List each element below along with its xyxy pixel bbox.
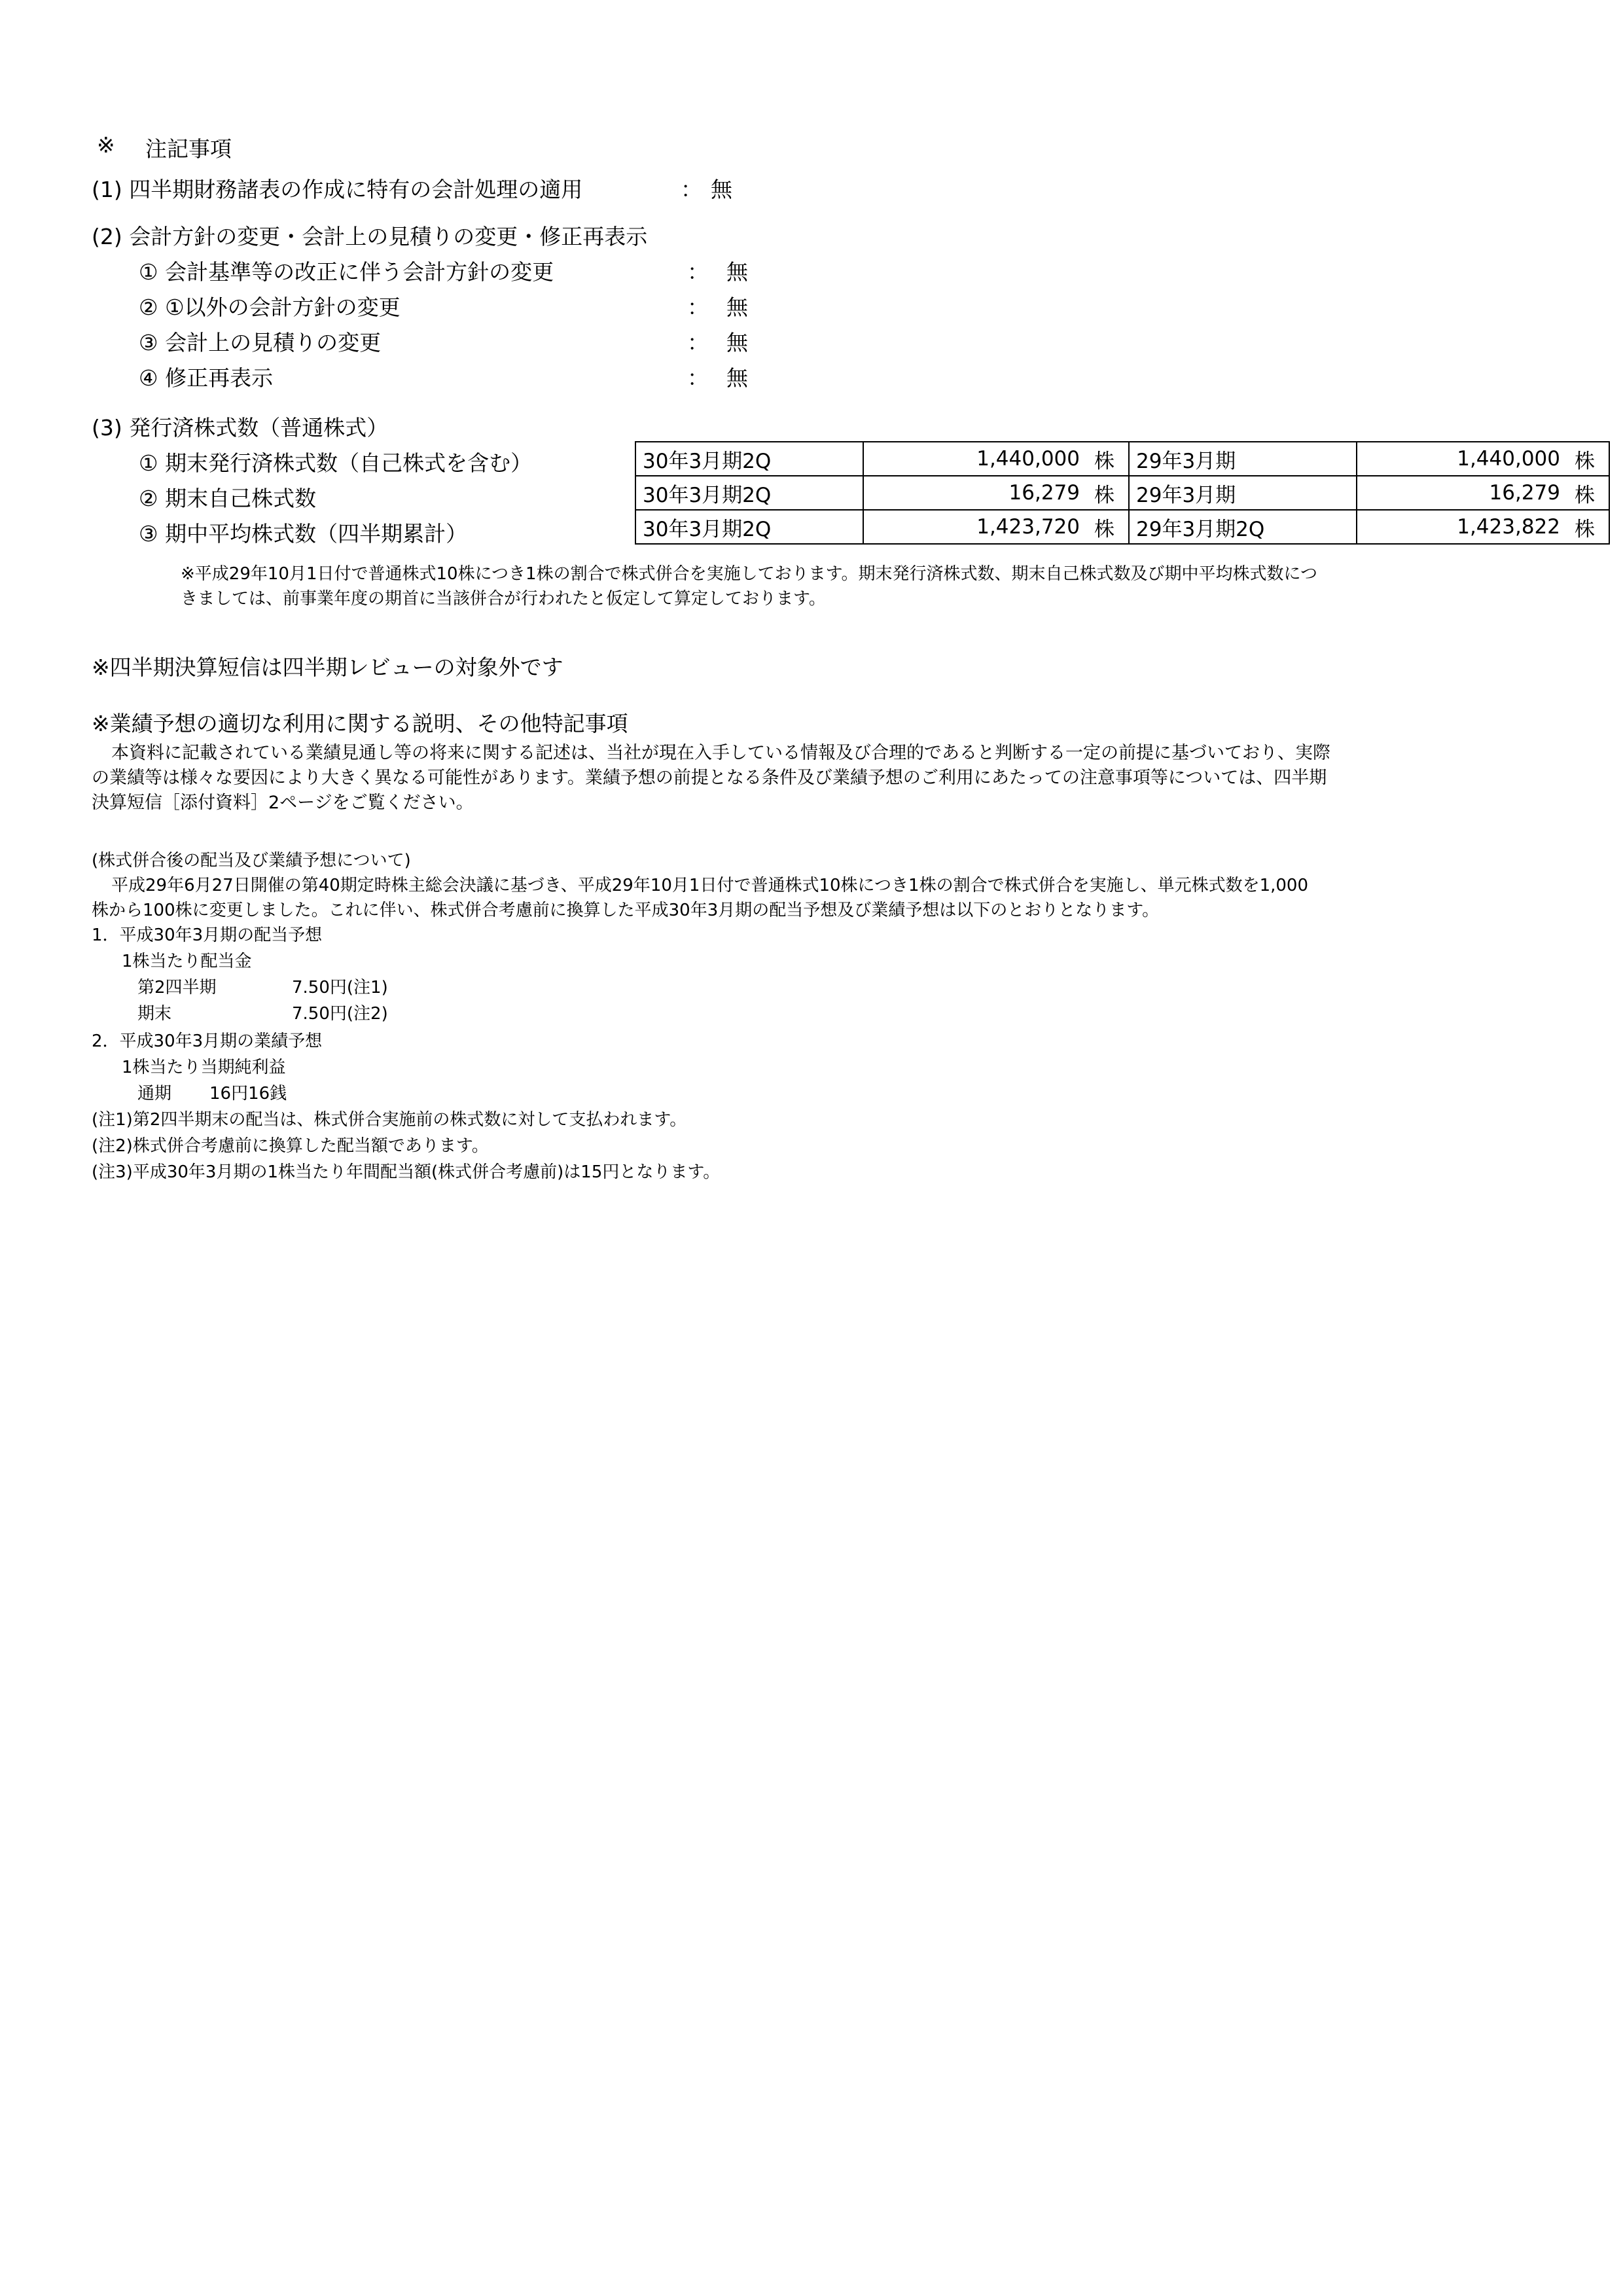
item1-label: (1) 四半期財務諸表の作成に特有の会計処理の適用 bbox=[92, 177, 583, 202]
shares-table bbox=[635, 441, 1610, 545]
value-cell: 1,423,720 bbox=[863, 510, 1086, 544]
item2-row3-value: 無 bbox=[726, 330, 748, 355]
item2-row2-colon: ： bbox=[687, 295, 709, 320]
item1-colon: ： bbox=[681, 177, 702, 202]
heading-mark: ※ bbox=[97, 132, 115, 158]
period-cell: 29年3月期 bbox=[1129, 476, 1357, 510]
period-cell: 29年3月期2Q bbox=[1129, 510, 1357, 544]
value-cell: 16,279 bbox=[1357, 476, 1567, 510]
item3-label: (3) 発行済株式数（普通株式） bbox=[92, 415, 389, 440]
unit-cell: 株 bbox=[1086, 510, 1129, 544]
ye-dividend-value: 7.50円(注2) bbox=[292, 1004, 388, 1024]
period-cell: 30年3月期2Q bbox=[635, 476, 863, 510]
dividend-forecast-heading: 1．平成30年3月期の配当予想 bbox=[92, 925, 323, 945]
period-cell: 30年3月期2Q bbox=[635, 442, 863, 476]
item2-row2-value: 無 bbox=[726, 295, 748, 320]
unit-cell: 株 bbox=[1567, 442, 1609, 476]
full-year-label: 通期 bbox=[137, 1084, 172, 1103]
value-cell: 1,440,000 bbox=[1357, 442, 1567, 476]
table-row bbox=[635, 510, 1609, 544]
item2-row4-value: 無 bbox=[726, 365, 748, 391]
item3-row1-label: ① 期末発行済株式数（自己株式を含む） bbox=[139, 450, 533, 476]
item2-row1-colon: ： bbox=[687, 259, 709, 285]
item2-row3-label: ③ 会計上の見積りの変更 bbox=[139, 330, 382, 355]
value-cell: 16,279 bbox=[863, 476, 1086, 510]
unit-cell: 株 bbox=[1086, 476, 1129, 510]
table-row bbox=[635, 442, 1609, 476]
footnote-2: (注2)株式併合考慮前に換算した配当額であります。 bbox=[92, 1136, 489, 1156]
unit-cell: 株 bbox=[1567, 476, 1609, 510]
item3-row2-label: ② 期末自己株式数 bbox=[139, 486, 317, 511]
q2-dividend-label: 第2四半期 bbox=[137, 978, 217, 997]
item2-row3-colon: ： bbox=[687, 330, 709, 355]
heading-title: 注記事項 bbox=[145, 136, 232, 162]
footnote-1: (注1)第2四半期末の配当は、株式併合実施前の株式数に対して支払われます。 bbox=[92, 1110, 687, 1130]
q2-dividend-value: 7.50円(注1) bbox=[292, 978, 388, 997]
period-cell: 29年3月期 bbox=[1129, 442, 1357, 476]
dividend-per-share-label: 1株当たり配当金 bbox=[122, 952, 252, 971]
shares-note-line1: ※平成29年10月1日付で普通株式10株につき1株の割合で株式併合を実施しております。期末発行済株式数、期末自己株式数及び期中平均株式数につ bbox=[181, 564, 1318, 584]
ye-dividend-label: 期末 bbox=[137, 1004, 172, 1024]
item2-row2-label: ② ①以外の会計方針の変更 bbox=[139, 295, 401, 320]
unit-cell: 株 bbox=[1567, 510, 1609, 544]
item2-row4-label: ④ 修正再表示 bbox=[139, 365, 274, 391]
item3-row3-label: ③ 期中平均株式数（四半期累計） bbox=[139, 521, 468, 547]
consolidation-line2: 株から100株に変更しました。これに伴い、株式併合考慮前に換算した平成30年3月期の配当予想及び業績予想は以下のとおりとなります。 bbox=[92, 901, 1160, 920]
forecast-line1: 本資料に記載されている業績見通し等の将来に関する記述は、当社が現在入手している情報及び合理的であると判断する一定の前提に基づいており、実際 bbox=[111, 743, 1330, 763]
eps-label: 1株当たり当期純利益 bbox=[122, 1058, 286, 1077]
item2-row1-label: ① 会計基準等の改正に伴う会計方針の変更 bbox=[139, 259, 554, 285]
item2-label: (2) 会計方針の変更・会計上の見積りの変更・修正再表示 bbox=[92, 224, 648, 249]
value-cell: 1,440,000 bbox=[863, 442, 1086, 476]
forecast-line3: 決算短信［添付資料］2ページをご覧ください。 bbox=[92, 793, 474, 813]
review-note: ※四半期決算短信は四半期レビューの対象外です bbox=[92, 655, 563, 680]
value-cell: 1,423,822 bbox=[1357, 510, 1567, 544]
item1-value: 無 bbox=[711, 177, 732, 202]
full-year-value: 16円16銭 bbox=[209, 1084, 287, 1103]
item2-row1-value: 無 bbox=[726, 259, 748, 285]
table-row bbox=[635, 476, 1609, 510]
shares-note-line2: きましては、前事業年度の期首に当該併合が行われたと仮定して算定しております。 bbox=[181, 589, 826, 609]
forecast-title: ※業績予想の適切な利用に関する説明、その他特記事項 bbox=[92, 711, 628, 736]
earnings-forecast-heading: 2．平成30年3月期の業績予想 bbox=[92, 1031, 323, 1051]
consolidation-line1: 平成29年6月27日開催の第40期定時株主総会決議に基づき、平成29年10月1日付で普通株式10株につき1株の割合で株式併合を実施し、単元株式数を1,000 bbox=[111, 876, 1309, 895]
item2-row4-colon: ： bbox=[687, 365, 709, 391]
consolidation-title: (株式併合後の配当及び業績予想について) bbox=[92, 851, 411, 870]
forecast-line2: の業績等は様々な要因により大きく異なる可能性があります。業績予想の前提となる条件及び業績予想のご利用にあたっての注意事項等については、四半期 bbox=[92, 768, 1327, 788]
footnote-3: (注3)平成30年3月期の1株当たり年間配当額(株式併合考慮前)は15円となります。 bbox=[92, 1162, 721, 1182]
period-cell: 30年3月期2Q bbox=[635, 510, 863, 544]
unit-cell: 株 bbox=[1086, 442, 1129, 476]
